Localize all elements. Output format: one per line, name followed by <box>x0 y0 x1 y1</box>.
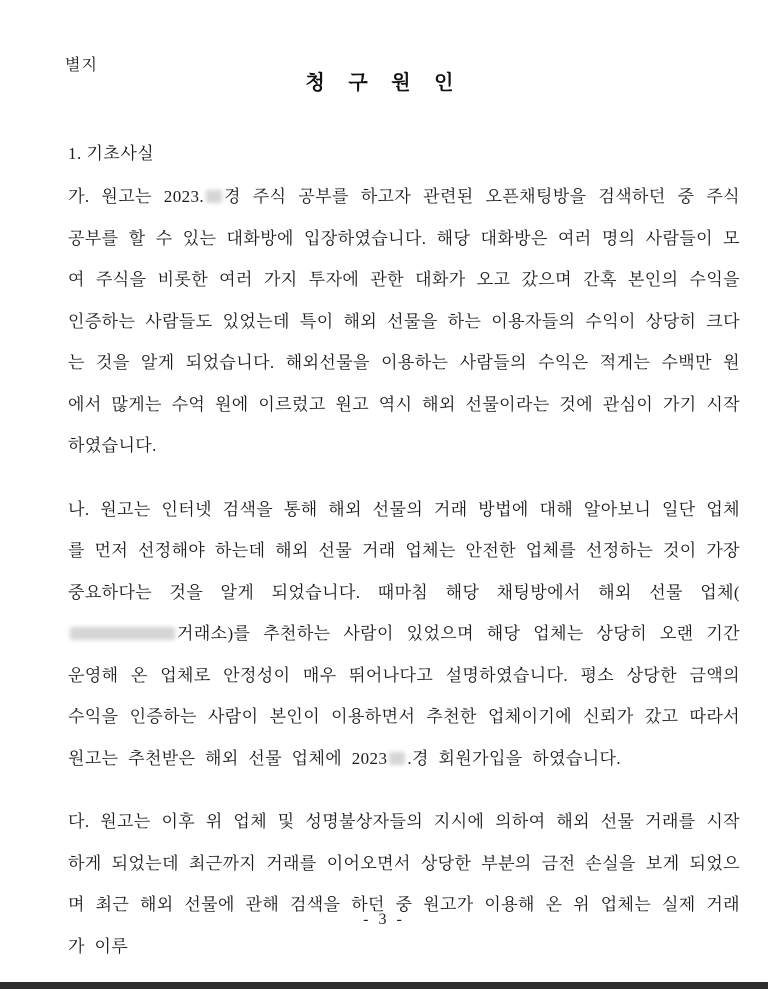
redacted-text <box>206 190 222 203</box>
document-title: 청 구 원 인 <box>305 72 463 94</box>
paragraph-ga: 가. 원고는 2023. 경 주식 공부를 하고자 관련된 오픈채팅방을 검색하던 중 주식 공부를 할 수 있는 대화방에 입장하였습니다. 해당 대화방은 여러 명의 사람들이 모여 주식을 비롯한 여러 가지 투자에 관한 대화가 오고 갔으며 간혹 본인의 수익을 인증하는 사람들도 있었는데 특이 해외 선물을 하는 이용자들의 수익이 상당히 크다는 것을 알게 되었습니다. 해외선물을 이용하는 사람들의 수익은 적게는 수백만 원에서 많게는 수억 원에 이르렀고 원고 역시 해외 선물이라는 것에 관심이 가기 시작하였습니다. <box>68 187 740 455</box>
page-number: - 3 - <box>363 911 405 928</box>
document-body <box>68 141 740 989</box>
redacted-text <box>389 752 405 765</box>
scan-edge-bar <box>0 982 768 989</box>
redacted-text <box>70 627 175 640</box>
section-heading-basic-facts: 1. 기초사실 <box>68 144 155 163</box>
paragraph-na: 나. 원고는 인터넷 검색을 통해 해외 선물의 거래 방법에 대해 알아보니 일단 업체를 먼저 선정해야 하는데 해외 선물 거래 업체는 안전한 업체를 선정하는 것이 가장 중요하다는 것을 알게 되었습니다. 때마침 해당 채팅방에서 해외 선물 업체(거래소)를 추천하는 사람이 있었으며 해당 업체는 상당히 오랜 기간 운영해 온 업체로 안정성이 매우 뛰어나다고 설명하였습니다. 평소 상당한 금액의 수익을 인증하는 사람이 본인이 이용하면서 추천한 업체이기에 신뢰가 갔고 따라서 원고는 추천받은 해외 선물 업체에 2023 .경 회원가입을 하였습니다. <box>68 499 740 768</box>
attachment-label: 별지 <box>65 57 98 74</box>
paragraph-da: 다. 원고는 이후 위 업체 및 성명불상자들의 지시에 의하여 해외 선물 거래를 시작하게 되었는데 최근까지 거래를 이어오면서 상당한 부분의 금전 손실을 보게 되었으며 최근 해외 선물에 관해 검색을 하던 중 원고가 이용해 온 위 업체는 실제 거래가 이루 <box>68 812 740 956</box>
